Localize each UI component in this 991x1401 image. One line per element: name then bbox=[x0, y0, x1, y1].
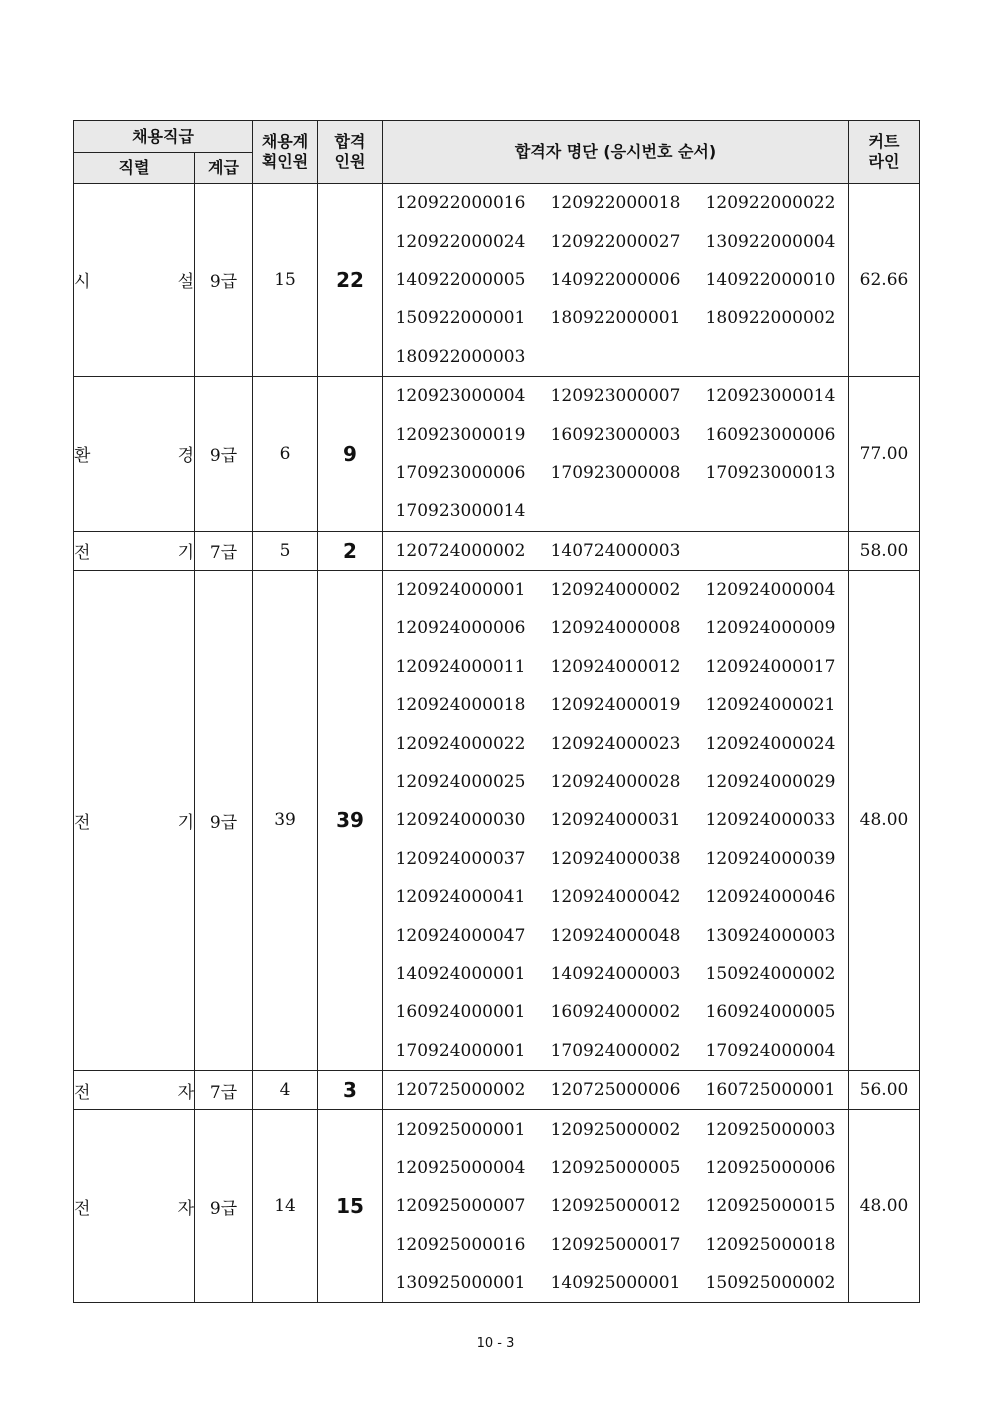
table-row bbox=[74, 376, 920, 531]
passed-cell: 22 bbox=[318, 184, 383, 377]
planned-cell: 6 bbox=[253, 376, 318, 531]
series-cell bbox=[74, 1110, 195, 1303]
names-line bbox=[383, 724, 848, 762]
names-cell bbox=[383, 570, 849, 1070]
table-row bbox=[74, 570, 920, 1070]
names-line bbox=[383, 415, 848, 453]
exam-number: 120925000018 bbox=[705, 1234, 836, 1255]
names-line bbox=[383, 801, 848, 839]
names-line bbox=[383, 993, 848, 1031]
names-line bbox=[383, 492, 848, 530]
table-row bbox=[74, 1110, 920, 1303]
exam-number: 120925000012 bbox=[550, 1196, 681, 1217]
recruit-rank-header: 채용직급 bbox=[74, 121, 253, 153]
table-row bbox=[74, 1070, 920, 1109]
names-line bbox=[383, 1071, 848, 1109]
passed-cell: 2 bbox=[318, 531, 383, 570]
names-line bbox=[383, 261, 848, 299]
exam-number: 120925000002 bbox=[550, 1119, 681, 1140]
exam-number: 120924000012 bbox=[550, 656, 681, 677]
series-cell bbox=[74, 531, 195, 570]
exam-number: 120923000007 bbox=[550, 386, 681, 407]
exam-number: 170924000001 bbox=[395, 1040, 526, 1061]
exam-number: 120924000022 bbox=[395, 733, 526, 754]
exam-number: 120925000004 bbox=[395, 1157, 526, 1178]
exam-number: 120923000019 bbox=[395, 424, 526, 445]
exam-number: 140724000003 bbox=[550, 540, 681, 561]
exam-number: 120924000023 bbox=[550, 733, 681, 754]
cutline-cell: 48.00 bbox=[849, 570, 920, 1070]
exam-number: 180922000001 bbox=[550, 308, 681, 329]
series-char: 시 bbox=[74, 272, 91, 293]
series-char: 기 bbox=[177, 543, 194, 564]
exam-number: 160923000003 bbox=[550, 424, 681, 445]
exam-number: 160923000006 bbox=[705, 424, 836, 445]
names-cell bbox=[383, 531, 849, 570]
series-char: 전 bbox=[74, 1082, 91, 1103]
names-cell bbox=[383, 1070, 849, 1109]
exam-number: 140922000005 bbox=[395, 269, 526, 290]
exam-number: 120922000016 bbox=[395, 193, 526, 214]
exam-number: 120922000024 bbox=[395, 231, 526, 252]
exam-number: 120924000033 bbox=[705, 810, 836, 831]
exam-number: 120924000024 bbox=[705, 733, 836, 754]
exam-number: 170923000013 bbox=[705, 462, 836, 483]
names-line bbox=[383, 299, 848, 337]
exam-number: 120924000018 bbox=[395, 695, 526, 716]
series-char: 기 bbox=[177, 812, 194, 833]
exam-number: 120922000022 bbox=[705, 193, 836, 214]
results-body bbox=[74, 184, 920, 1303]
names-line bbox=[383, 377, 848, 415]
exam-number: 120924000008 bbox=[550, 618, 681, 639]
exam-number: 120924000011 bbox=[395, 656, 526, 677]
exam-number: 120925000003 bbox=[705, 1119, 836, 1140]
exam-number: 170923000014 bbox=[395, 501, 526, 522]
exam-number: 120725000006 bbox=[550, 1080, 681, 1101]
exam-number: 160725000001 bbox=[705, 1080, 836, 1101]
names-line bbox=[383, 840, 848, 878]
list-header-sub: (응시번호 순서) bbox=[603, 142, 717, 161]
planned-header: 채용계획인원 bbox=[253, 121, 318, 184]
exam-number: 160924000005 bbox=[705, 1002, 836, 1023]
names-line bbox=[383, 1110, 848, 1148]
names-line bbox=[383, 222, 848, 260]
exam-number: 120924000017 bbox=[705, 656, 836, 677]
passed-cell: 3 bbox=[318, 1070, 383, 1109]
exam-number: 120922000027 bbox=[550, 231, 681, 252]
exam-number: 120925000015 bbox=[705, 1196, 836, 1217]
cutline-cell: 62.66 bbox=[849, 184, 920, 377]
exam-number: 150924000002 bbox=[705, 964, 836, 984]
names-cell bbox=[383, 1110, 849, 1303]
exam-number: 170924000004 bbox=[705, 1040, 836, 1061]
names-line bbox=[383, 1226, 848, 1264]
exam-number: 130924000003 bbox=[705, 925, 836, 946]
exam-number: 120924000030 bbox=[395, 810, 526, 831]
passed-cell: 9 bbox=[318, 376, 383, 531]
exam-number: 140924000003 bbox=[550, 964, 681, 984]
grade-cell: 9급 bbox=[195, 570, 253, 1070]
series-char: 환 bbox=[74, 446, 91, 467]
grade-cell: 7급 bbox=[195, 1070, 253, 1109]
names-line bbox=[383, 1032, 848, 1070]
exam-number: 120924000021 bbox=[705, 695, 836, 716]
exam-number: 120724000002 bbox=[395, 540, 526, 561]
exam-number: 170924000002 bbox=[550, 1040, 681, 1061]
exam-number: 160924000002 bbox=[550, 1002, 681, 1023]
exam-number: 120725000002 bbox=[395, 1080, 526, 1101]
exam-number: 150922000001 bbox=[395, 308, 526, 329]
exam-number: 120924000019 bbox=[550, 695, 681, 716]
exam-number: 120925000016 bbox=[395, 1234, 526, 1255]
names-line bbox=[383, 878, 848, 916]
passed-cell: 39 bbox=[318, 570, 383, 1070]
exam-number: 180922000002 bbox=[705, 308, 836, 329]
exam-number: 150925000002 bbox=[705, 1273, 836, 1294]
list-header bbox=[383, 121, 849, 184]
grade-header: 계급 bbox=[195, 153, 253, 184]
exam-number: 130922000004 bbox=[705, 231, 836, 252]
exam-number: 160924000001 bbox=[395, 1002, 526, 1023]
series-cell bbox=[74, 376, 195, 531]
exam-number: 120924000031 bbox=[550, 810, 681, 831]
names-line bbox=[383, 571, 848, 609]
cutline-cell: 48.00 bbox=[849, 1110, 920, 1303]
planned-cell: 14 bbox=[253, 1110, 318, 1303]
names-line bbox=[383, 955, 848, 993]
grade-cell: 9급 bbox=[195, 1110, 253, 1303]
exam-number: 120925000007 bbox=[395, 1196, 526, 1217]
list-header-main: 합격자 명단 bbox=[514, 142, 598, 161]
series-cell bbox=[74, 1070, 195, 1109]
exam-number: 140925000001 bbox=[550, 1273, 681, 1294]
names-line bbox=[383, 1149, 848, 1187]
exam-number: 120924000004 bbox=[705, 580, 836, 601]
exam-number: 120924000029 bbox=[705, 772, 836, 793]
grade-cell: 9급 bbox=[195, 184, 253, 377]
cutline-cell: 58.00 bbox=[849, 531, 920, 570]
names-line bbox=[383, 648, 848, 686]
series-cell bbox=[74, 184, 195, 377]
series-char: 전 bbox=[74, 812, 91, 833]
exam-number: 120922000018 bbox=[550, 193, 681, 214]
passed-cell: 15 bbox=[318, 1110, 383, 1303]
cutline-cell: 56.00 bbox=[849, 1070, 920, 1109]
planned-cell: 4 bbox=[253, 1070, 318, 1109]
names-line bbox=[383, 184, 848, 222]
series-char: 전 bbox=[74, 543, 91, 564]
series-char: 경 bbox=[177, 446, 194, 467]
exam-number: 120924000039 bbox=[705, 848, 836, 869]
names-line bbox=[383, 763, 848, 801]
names-line bbox=[383, 916, 848, 954]
planned-cell: 15 bbox=[253, 184, 318, 377]
exam-number: 120924000048 bbox=[550, 925, 681, 946]
exam-number: 120924000006 bbox=[395, 618, 526, 639]
grade-cell: 9급 bbox=[195, 376, 253, 531]
cutline-cell: 77.00 bbox=[849, 376, 920, 531]
exam-number: 120925000001 bbox=[395, 1119, 526, 1140]
exam-number: 120925000017 bbox=[550, 1234, 681, 1255]
exam-number: 120924000038 bbox=[550, 848, 681, 869]
exam-number: 120923000014 bbox=[705, 386, 836, 407]
exam-number: 120924000041 bbox=[395, 887, 526, 908]
names-line bbox=[383, 338, 848, 376]
passed-header: 합격인원 bbox=[318, 121, 383, 184]
table-row bbox=[74, 184, 920, 377]
names-line bbox=[383, 454, 848, 492]
exam-number: 130925000001 bbox=[395, 1273, 526, 1294]
names-line bbox=[383, 609, 848, 647]
table-row bbox=[74, 531, 920, 570]
exam-number: 140922000006 bbox=[550, 269, 681, 290]
series-char: 설 bbox=[177, 272, 194, 293]
exam-number: 120924000025 bbox=[395, 772, 526, 793]
cutline-header: 커트라인 bbox=[849, 121, 920, 184]
page-number: 10 - 3 bbox=[476, 1336, 515, 1351]
names-cell bbox=[383, 184, 849, 377]
exam-number: 140924000001 bbox=[395, 964, 526, 984]
series-cell bbox=[74, 570, 195, 1070]
series-header: 직렬 bbox=[74, 153, 195, 184]
exam-number: 120924000042 bbox=[550, 887, 681, 908]
exam-number: 170923000006 bbox=[395, 462, 526, 483]
planned-cell: 5 bbox=[253, 531, 318, 570]
results-table bbox=[73, 120, 920, 1303]
series-char: 전 bbox=[74, 1198, 91, 1219]
exam-number: 120924000028 bbox=[550, 772, 681, 793]
names-line bbox=[383, 686, 848, 724]
exam-number: 120924000047 bbox=[395, 925, 526, 946]
exam-number: 120925000005 bbox=[550, 1157, 681, 1178]
exam-number: 120924000037 bbox=[395, 848, 526, 869]
exam-number: 140922000010 bbox=[705, 269, 836, 290]
names-line bbox=[383, 1264, 848, 1302]
grade-cell: 7급 bbox=[195, 531, 253, 570]
planned-cell: 39 bbox=[253, 570, 318, 1070]
exam-number: 120924000001 bbox=[395, 580, 526, 601]
names-cell bbox=[383, 376, 849, 531]
exam-number: 120924000002 bbox=[550, 580, 681, 601]
exam-number: 120924000009 bbox=[705, 618, 836, 639]
series-char: 자 bbox=[177, 1082, 194, 1103]
exam-number: 120925000006 bbox=[705, 1157, 836, 1178]
series-char: 자 bbox=[177, 1198, 194, 1219]
exam-number: 120923000004 bbox=[395, 386, 526, 407]
exam-number: 170923000008 bbox=[550, 462, 681, 483]
names-line bbox=[383, 532, 848, 570]
exam-number: 120924000046 bbox=[705, 887, 836, 908]
exam-number: 180922000003 bbox=[395, 346, 526, 367]
names-line bbox=[383, 1187, 848, 1225]
